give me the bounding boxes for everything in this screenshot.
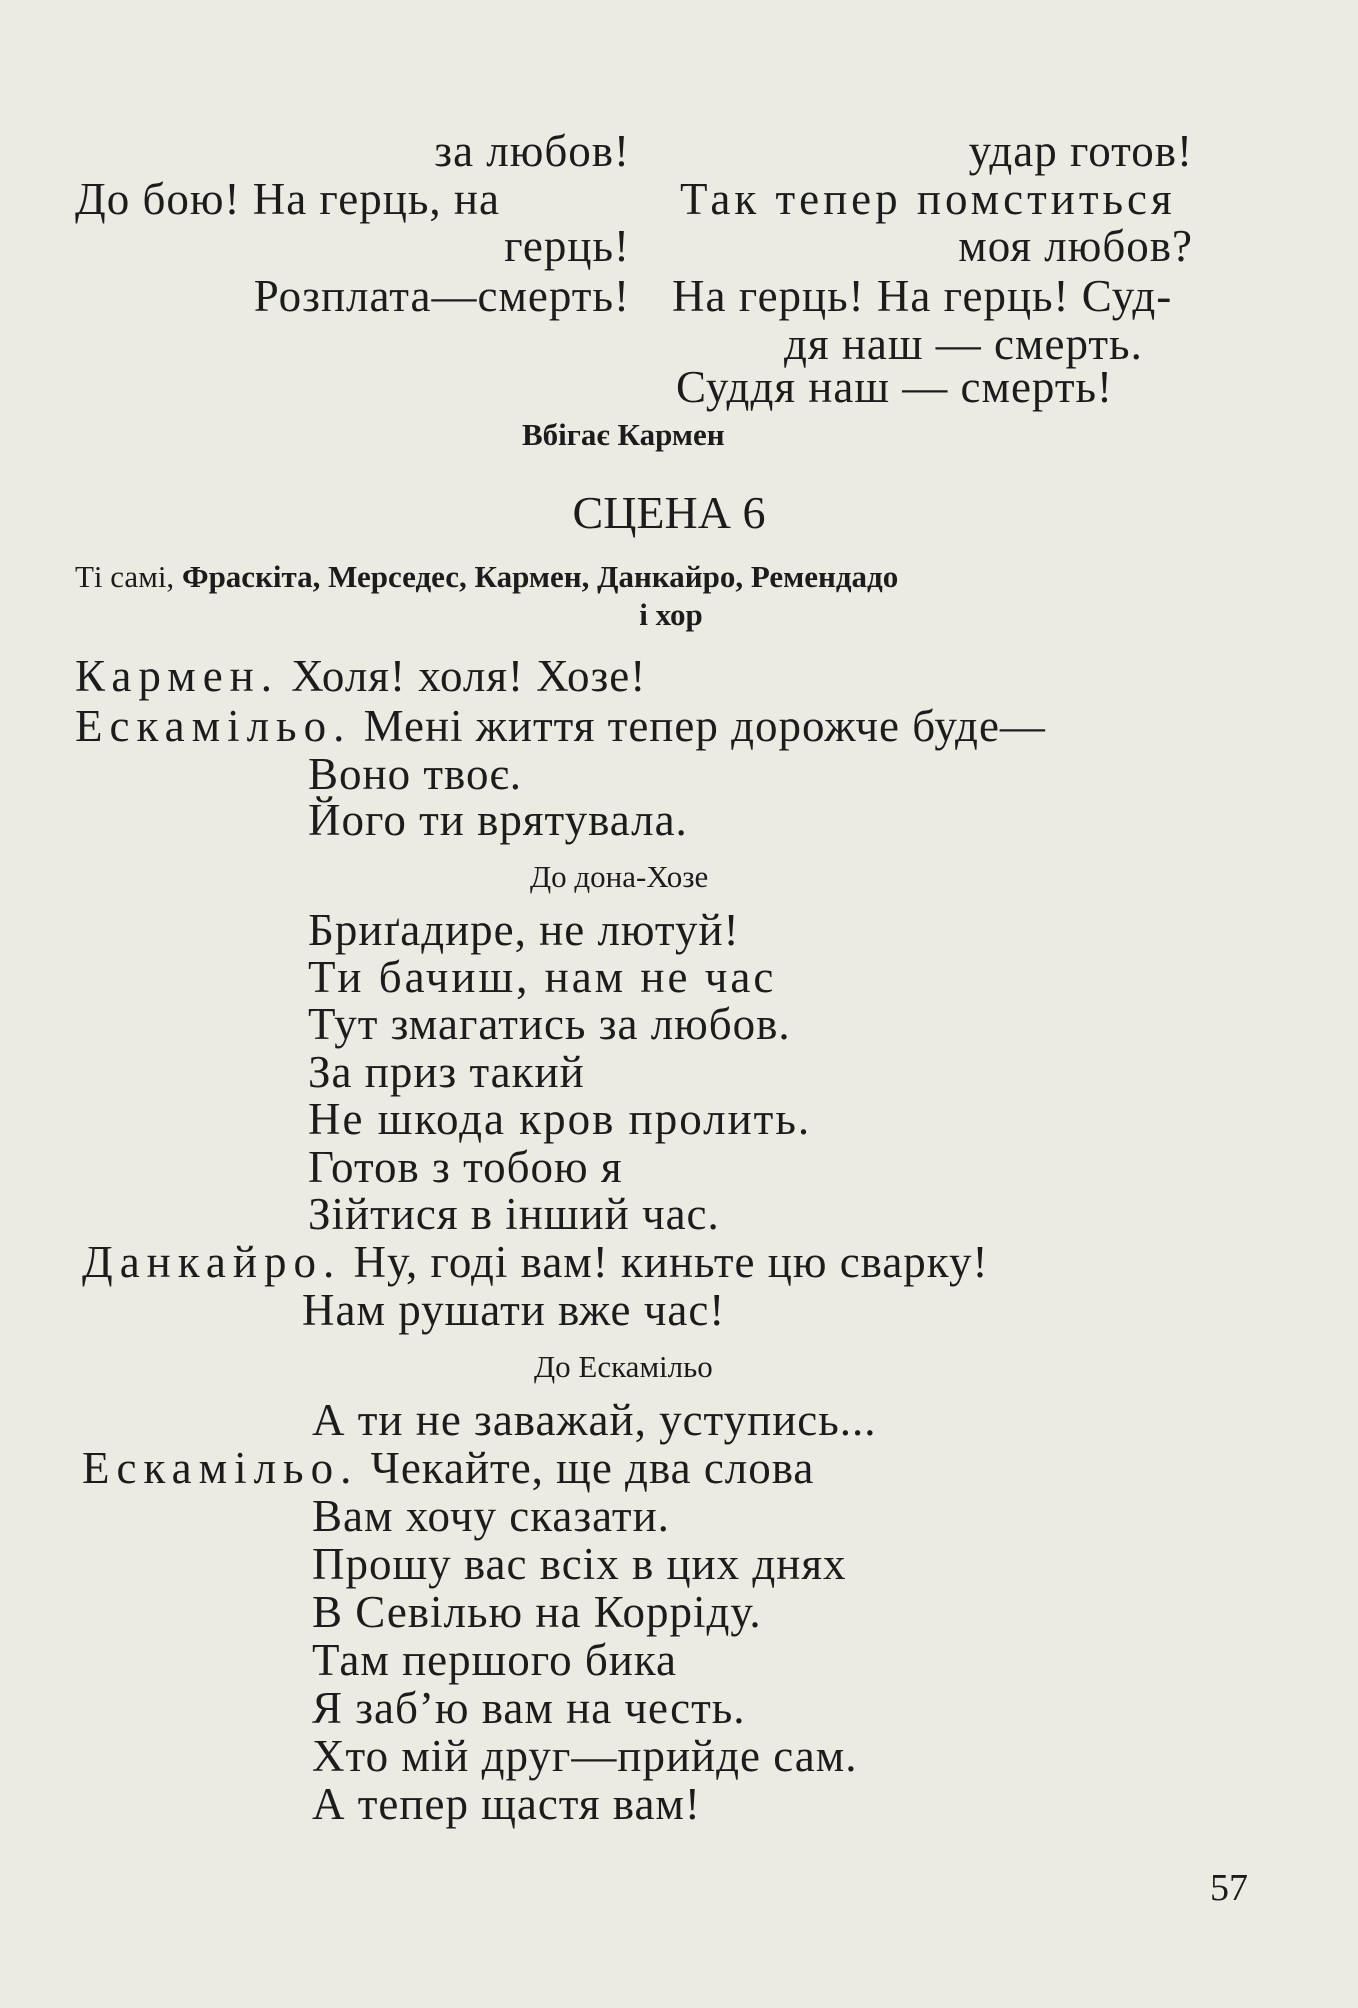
dialogue-line-22: Я заб’ю вам на честь.	[312, 1683, 746, 1733]
speaker-name: Ескамільо.	[75, 701, 352, 751]
dialogue-line-19: Прошу вас всіх в цих днях	[312, 1539, 847, 1589]
duet-right-line-5: дя наш — смерть.	[784, 319, 1143, 369]
speech-text: Холя! холя! Хозе!	[291, 651, 647, 701]
cast-list	[75, 560, 898, 594]
dialogue-line-3: Воно твоє.	[308, 749, 523, 799]
dialogue-line-24: А тепер щастя вам!	[312, 1779, 701, 1829]
speech-text: Ну, годі вам! киньте цю сварку!	[353, 1237, 989, 1287]
dialogue-line-10: Не шкода кров пролить.	[308, 1094, 812, 1144]
speech-text: Чекайте, ще два слова	[370, 1443, 815, 1493]
dialogue-line-1	[75, 652, 646, 700]
dialogue-line-4: Його ти врятувала.	[308, 795, 688, 845]
duet-right-line-4: На герць! На герць! Суд-	[672, 271, 1173, 321]
dialogue-line-17	[82, 1444, 814, 1492]
dialogue-line-18: Вам хочу сказати.	[312, 1491, 670, 1541]
dialogue-line-2	[75, 702, 1046, 750]
dialogue-line-16: А ти не заважай, уступись...	[312, 1395, 877, 1445]
dialogue-line-14: Нам рушати вже час!	[302, 1285, 726, 1335]
speech-text: Мені життя тепер дорожче буде—	[363, 701, 1046, 751]
duet-right-line-3: моя любов?	[958, 221, 1193, 271]
speaker-name: Кармен.	[75, 651, 279, 701]
duet-right-line-6: Суддя наш — смерть!	[676, 362, 1114, 412]
dialogue-line-12: Зійтися в інший час.	[308, 1189, 720, 1239]
dialogue-line-9: За приз такий	[308, 1047, 585, 1097]
stage-direction-to-jose: До дона-Хозе	[530, 859, 709, 894]
stage-direction-entry: Вбігає Кармен	[522, 417, 725, 452]
dialogue-line-20: В Севілью на Корріду.	[312, 1587, 762, 1637]
dialogue-line-11: Готов з тобою я	[308, 1142, 623, 1192]
duet-left-line-1: за любов!	[434, 126, 630, 176]
speaker-name: Данкайро.	[82, 1237, 342, 1287]
cast-names: Фраскіта, Мерседес, Кармен, Данкайро, Ремендадо	[181, 559, 899, 594]
duet-left-line-2: До бою! На герць, на	[75, 174, 500, 224]
duet-right-line-1: удар готов!	[968, 126, 1193, 176]
duet-left-line-3: герць!	[504, 221, 630, 271]
dialogue-line-21: Там першого бика	[312, 1635, 677, 1685]
speaker-name: Ескамільо.	[82, 1443, 359, 1493]
cast-prefix: Ті самі,	[75, 559, 175, 594]
page-number: 57	[1210, 1867, 1248, 1909]
duet-right-line-2: Так тепер помститься	[680, 174, 1176, 224]
dialogue-line-23: Хто мій друг—прийде сам.	[312, 1731, 858, 1781]
dialogue-line-13	[82, 1238, 989, 1286]
scene-title: СЦЕНА 6	[572, 487, 766, 538]
stage-direction-to-escamillo: До Ескамільо	[534, 1349, 713, 1384]
duet-left-line-4: Розплата—смерть!	[253, 271, 630, 321]
dialogue-line-7: Ти бачиш, нам не час	[308, 952, 777, 1002]
cast-chorus: і хор	[639, 597, 703, 632]
dialogue-line-8: Тут змагатись за любов.	[308, 999, 791, 1049]
dialogue-line-6: Бриґадире, не лютуй!	[308, 905, 740, 955]
